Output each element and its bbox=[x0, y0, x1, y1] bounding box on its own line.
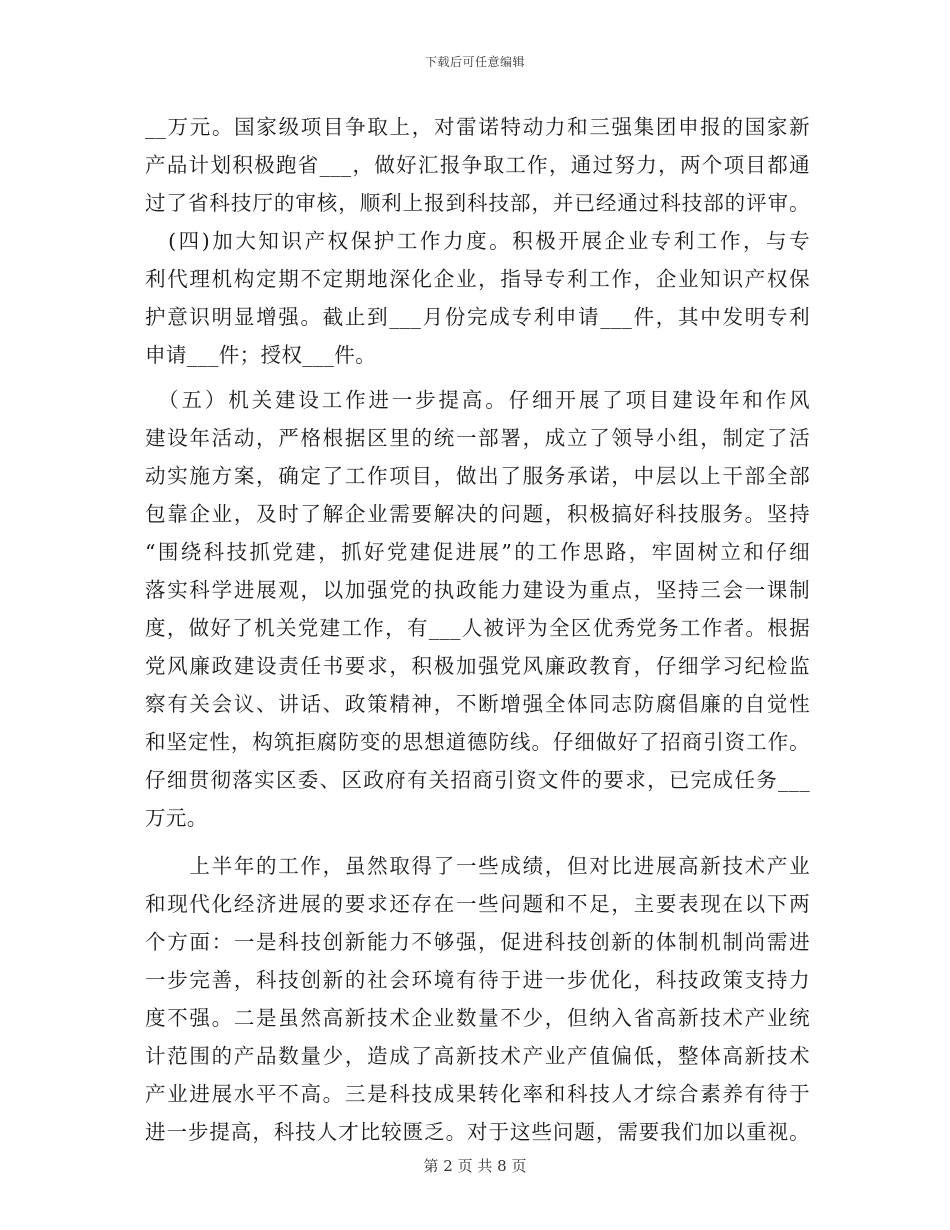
body-line: 和现代化经济进展的要求还存在一些问题和不足，主要表现在以下两 bbox=[145, 892, 810, 916]
body-line: 落实科学进展观，以加强党的执政能力建设为重点，坚持三会一课制 bbox=[145, 578, 810, 602]
body-line: 过了省科技厅的审核，顺利上报到科技部，并已经通过科技部的评审。 bbox=[145, 191, 810, 215]
body-line: 度，做好了机关党建工作，有___人被评为全区优秀党务工作者。根据 bbox=[145, 616, 810, 640]
body-line: __万元。国家级项目争取上，对雷诺特动力和三强集团申报的国家新 bbox=[145, 115, 810, 139]
body-line: 一步完善，科技创新的社会环境有待于进一步优化，科技政策支持力 bbox=[145, 968, 810, 992]
body-line: 申请___件；授权___件。 bbox=[145, 343, 377, 367]
body-line: 产品计划积极跑省___，做好汇报争取工作，通过努力，两个项目都通 bbox=[145, 153, 810, 177]
body-line: 上半年的工作，虽然取得了一些成绩，但对比进展高新技术产业 bbox=[145, 854, 810, 878]
body-line: (四)加大知识产权保护工作力度。积极开展企业专利工作，与专 bbox=[145, 229, 810, 253]
body-line: 包靠企业，及时了解企业需要解决的问题，积极搞好科技服务。坚持 bbox=[145, 502, 810, 526]
page-footer: 第 2 页 共 8 页 bbox=[423, 1157, 527, 1175]
body-line: 察有关会议、讲话、政策精神，不断增强全体同志防腐倡廉的自觉性 bbox=[145, 692, 810, 716]
body-line: 建设年活动，严格根据区里的统一部署，成立了领导小组，制定了活 bbox=[145, 426, 810, 450]
body-line: 进一步提高，科技人才比较匮乏。对于这些问题，需要我们加以重视。 bbox=[145, 1120, 810, 1144]
body-line: 护意识明显增强。截止到___月份完成专利申请___件，其中发明专利 bbox=[145, 305, 810, 329]
body-line: 仔细贯彻落实区委、区政府有关招商引资文件的要求，已完成任务___ bbox=[145, 768, 810, 792]
body-line: 动实施方案，确定了工作项目，做出了服务承诺，中层以上干部全部 bbox=[145, 464, 810, 488]
page-header: 下载后可任意编辑 bbox=[424, 55, 525, 69]
body-line: 党风廉政建设责任书要求，积极加强党风廉政教育，仔细学习纪检监 bbox=[145, 654, 810, 678]
body-line: 度不强。二是虽然高新技术企业数量不少，但纳入省高新技术产业统 bbox=[145, 1006, 810, 1030]
body-line: 万元。 bbox=[145, 806, 208, 830]
body-line: 产业进展水平不高。三是科技成果转化率和科技人才综合素养有待于 bbox=[145, 1082, 810, 1106]
body-line: “围绕科技抓党建，抓好党建促进展”的工作思路，牢固树立和仔细 bbox=[145, 540, 810, 564]
body-line: 利代理机构定期不定期地深化企业，指导专利工作，企业知识产权保 bbox=[145, 267, 810, 291]
body-line: 个方面：一是科技创新能力不够强，促进科技创新的体制机制尚需进 bbox=[145, 930, 810, 954]
body-line: 和坚定性，构筑拒腐防变的思想道德防线。仔细做好了招商引资工作。 bbox=[145, 730, 810, 754]
document-body bbox=[145, 108, 810, 1151]
body-line: 计范围的产品数量少，造成了高新技术产业产值偏低，整体高新技术 bbox=[145, 1044, 810, 1068]
body-line: （五）机关建设工作进一步提高。仔细开展了项目建设年和作风 bbox=[145, 388, 810, 412]
